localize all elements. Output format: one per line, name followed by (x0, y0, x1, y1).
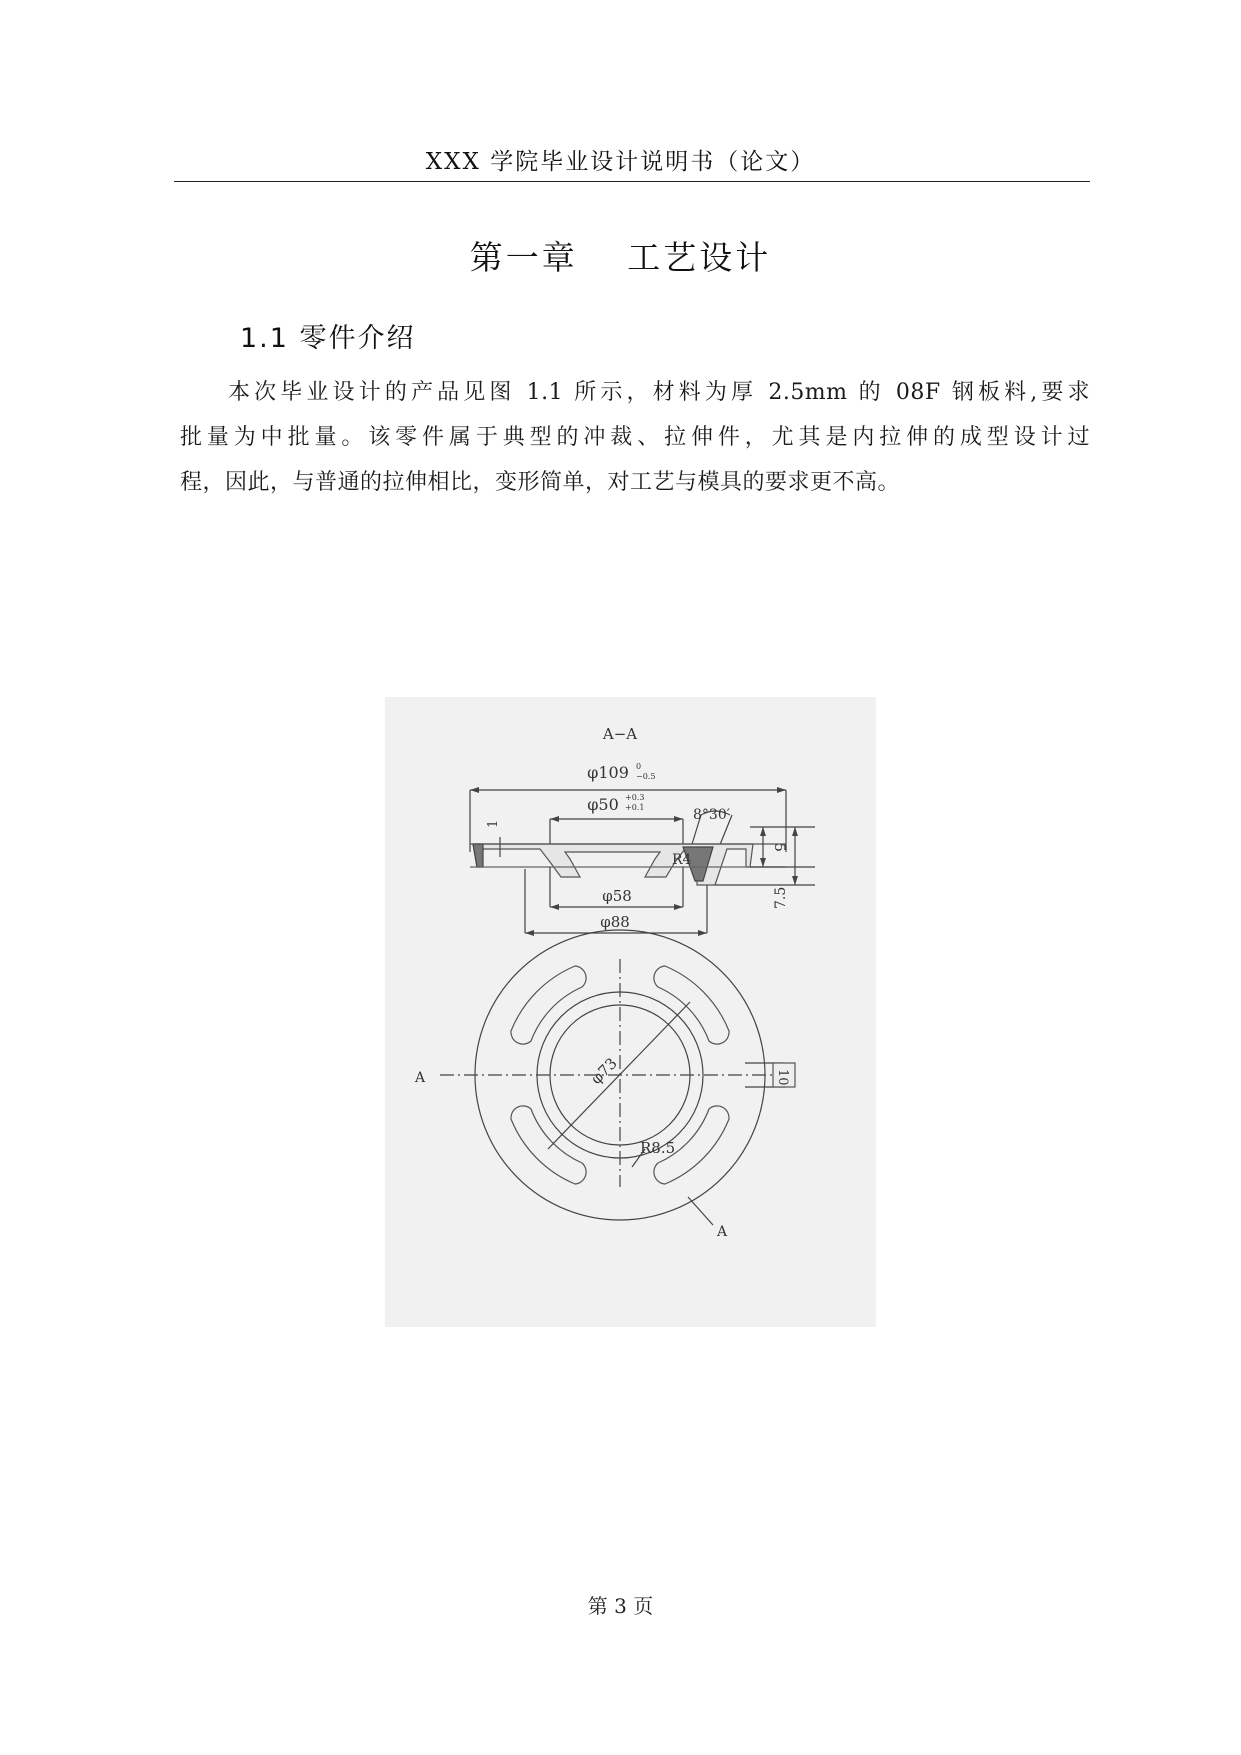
header-divider (174, 181, 1090, 182)
section-label: A−A (602, 725, 638, 743)
page-number: 第 3 页 (587, 1594, 654, 1618)
dim-73: φ73 (587, 1054, 621, 1088)
dim-height-75: 7.5 (773, 886, 789, 909)
dim-88: φ88 (600, 913, 630, 931)
dim-inner-tol-lower: +0.1 (625, 803, 645, 812)
part-drawing-figure (385, 697, 876, 1327)
dim-radius-r4: R4 (672, 852, 692, 868)
part-drawing (385, 697, 876, 1327)
dim-outer-diameter: φ109 (587, 763, 629, 782)
dim-outer-tol-lower: −0.5 (636, 772, 656, 781)
chapter-title: 第一章 工艺设计 (469, 238, 772, 277)
dim-slot-width: 10 (775, 1069, 790, 1086)
dim-height-5: 5 (771, 843, 787, 852)
body-paragraph-line: 批量为中批量。该零件属于典型的冲裁、拉伸件，尤其是内拉伸的成型设计过 (180, 425, 1090, 450)
body-paragraph-line: 程，因此，与普通的拉伸相比，变形简单，对工艺与模具的要求更不高。 (180, 470, 901, 495)
dim-thickness: 1 (486, 819, 501, 828)
dim-angle: 8°30′ (693, 807, 730, 823)
dim-outer-tol-upper: 0 (636, 762, 642, 771)
body-paragraph-line: 本次毕业设计的产品见图 1.1 所示，材料为厚 2.5mm 的 08F 钢板料,要求 (228, 380, 1090, 405)
section-title: 1.1 零件介绍 (240, 323, 416, 354)
cut-label-left: A (415, 1070, 426, 1086)
dim-radius-r85: R8.5 (640, 1139, 676, 1157)
dim-58: φ58 (602, 887, 632, 905)
dim-inner-diameter: φ50 (587, 795, 619, 814)
header-title: XXX 学院毕业设计说明书（论文） (425, 149, 816, 175)
dim-inner-tol-upper: +0.3 (625, 793, 645, 802)
cut-label-right: A (717, 1224, 728, 1240)
